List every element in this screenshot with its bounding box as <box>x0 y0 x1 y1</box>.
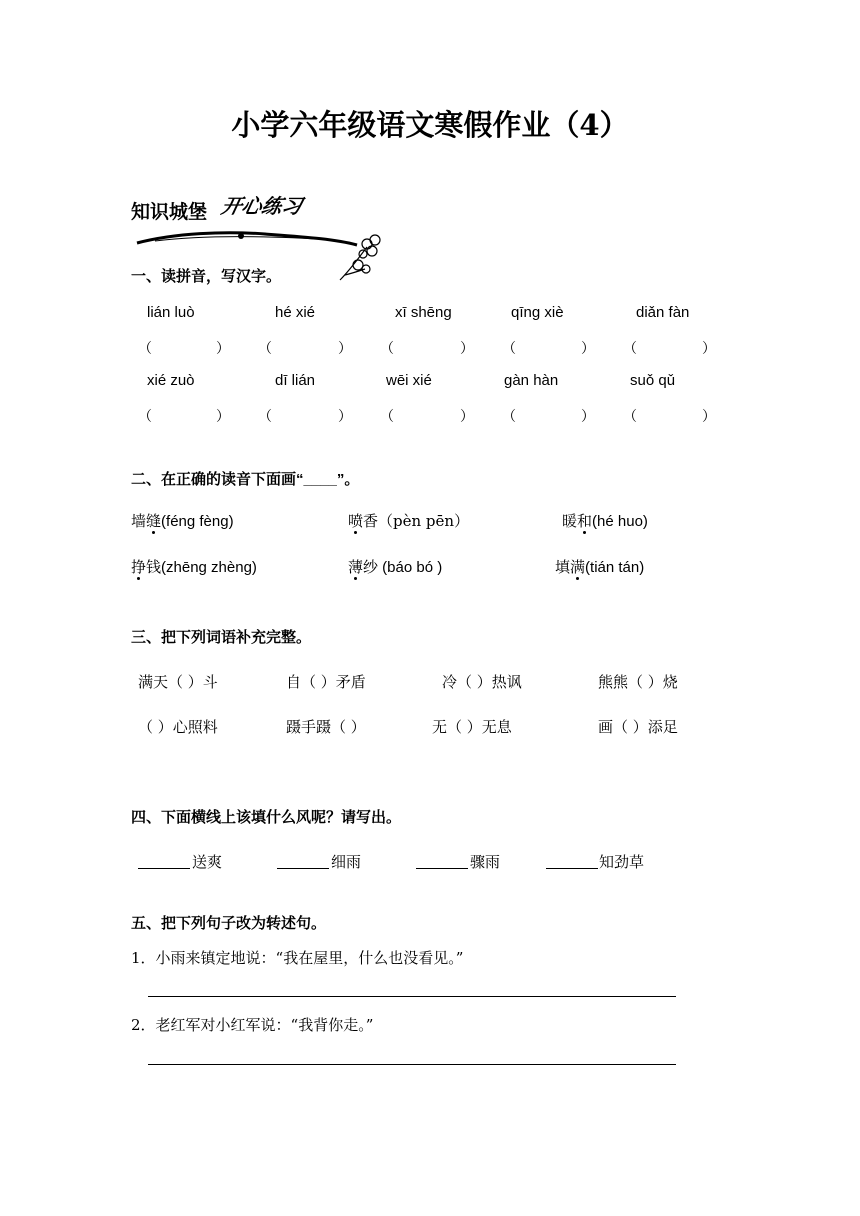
answer-paren-close: ） <box>460 409 474 425</box>
answer-paren-close: ） <box>460 341 474 357</box>
answer-paren-open: （ <box>623 341 637 357</box>
pinyin-item: diǎn fàn <box>636 304 690 321</box>
dotted-char: 和 <box>577 512 593 530</box>
answer-paren-close: ） <box>338 341 352 357</box>
reading-item <box>555 556 644 577</box>
answer-paren-close: ） <box>216 409 230 425</box>
section-2-heading: 二、在正确的读音下面画“____”。 <box>131 471 360 488</box>
pinyin-item: dī lián <box>275 372 316 389</box>
answer-paren-open: （ <box>380 409 394 425</box>
dotted-char: 薄 <box>348 558 364 576</box>
reading-item <box>131 556 257 577</box>
idiom-item: 画（ ）添足 <box>598 718 678 736</box>
item-options: 钱(zhēng zhèng) <box>146 559 257 576</box>
banner-script-label: 开心练习 <box>219 194 305 218</box>
blank-line <box>546 868 598 869</box>
answer-paren-open: （ <box>138 341 152 357</box>
answer-paren-close: ） <box>338 409 352 425</box>
question-2: 2．老红军对小红军说：“我背你走。” <box>131 1016 374 1034</box>
section-1-heading: 一、读拼音，写汉字。 <box>131 268 282 285</box>
reading-item <box>562 510 648 531</box>
item-char: 墙 <box>131 512 147 530</box>
answer-paren-open: （ <box>138 409 152 425</box>
section-5-heading: 五、把下列句子改为转述句。 <box>131 915 327 932</box>
answer-paren-open: （ <box>258 341 272 357</box>
wind-item: 细雨 <box>331 853 362 871</box>
blank-line <box>138 868 190 869</box>
banner-label: 知识城堡 <box>131 202 208 223</box>
idiom-item: 自（ ）矛盾 <box>286 673 366 691</box>
idiom-item: （ ）心照料 <box>138 718 218 736</box>
question-1: 1．小雨来镇定地说：“我在屋里，什么也没看见。” <box>131 949 464 967</box>
item-char: 暖 <box>562 512 578 530</box>
item-options: 香（pèn pēn） <box>363 512 470 530</box>
answer-paren-close: ） <box>702 409 716 425</box>
idiom-item: 蹑手蹑（ ） <box>286 718 366 736</box>
pinyin-item: xī shēnɡ <box>395 304 452 321</box>
idiom-item: 满天（ ）斗 <box>138 673 218 691</box>
answer-paren-close: ） <box>581 409 595 425</box>
dotted-char: 满 <box>570 558 586 576</box>
pinyin-item: xié zuò <box>147 372 195 389</box>
blank-line <box>277 868 329 869</box>
answer-paren-open: （ <box>502 409 516 425</box>
dotted-char: 缝 <box>146 512 162 530</box>
pinyin-item: qīnɡ xiè <box>511 304 564 321</box>
answer-line <box>148 996 676 997</box>
pinyin-item: lián luò <box>147 304 195 321</box>
pinyin-item: ɡàn hàn <box>504 372 559 389</box>
item-options: (tián tán) <box>585 559 645 576</box>
wind-item: 知劲草 <box>599 853 645 871</box>
answer-paren-open: （ <box>502 341 516 357</box>
idiom-item: 熊熊（ ）烧 <box>598 673 678 691</box>
section-3-heading: 三、把下列词语补充完整。 <box>131 629 312 646</box>
idiom-item: 无（ ）无息 <box>432 718 512 736</box>
blank-line <box>416 868 468 869</box>
item-char: 填 <box>555 558 571 576</box>
answer-paren-close: ） <box>216 341 230 357</box>
answer-paren-open: （ <box>380 341 394 357</box>
reading-item <box>348 556 442 577</box>
answer-paren-open: （ <box>623 409 637 425</box>
item-options: (hé huo) <box>592 513 648 530</box>
pinyin-item: hé xié <box>275 304 316 321</box>
page-title: 小学六年级语文寒假作业（4） <box>231 108 629 142</box>
dotted-char: 喷 <box>348 512 364 530</box>
answer-line <box>148 1064 676 1065</box>
wind-item: 骤雨 <box>470 853 501 871</box>
dotted-char: 挣 <box>131 558 147 576</box>
section-4-heading: 四、下面横线上该填什么风呢？请写出。 <box>131 809 402 826</box>
answer-paren-close: ） <box>581 341 595 357</box>
reading-item <box>348 510 469 531</box>
answer-paren-close: ） <box>702 341 716 357</box>
pinyin-item: suǒ qǔ <box>630 372 676 389</box>
answer-paren-open: （ <box>258 409 272 425</box>
wind-item: 送爽 <box>192 853 223 871</box>
item-options: 纱 (báo bó ) <box>363 559 443 576</box>
reading-item <box>131 510 234 531</box>
item-options: (féng fèng) <box>161 513 234 530</box>
pinyin-item: wēi xié <box>386 372 432 389</box>
idiom-item: 冷（ ）热讽 <box>442 673 522 691</box>
